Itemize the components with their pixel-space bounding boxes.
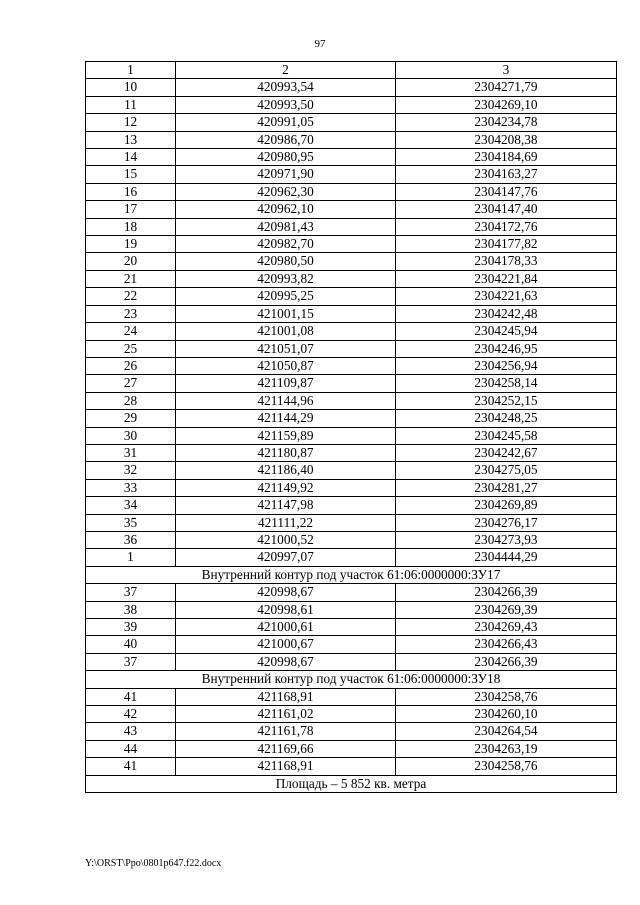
y-coordinate-cell: 2304263,19 bbox=[396, 740, 617, 757]
y-coordinate-cell: 2304269,43 bbox=[396, 619, 617, 636]
table-row bbox=[86, 270, 617, 287]
section-title-row bbox=[86, 566, 617, 583]
y-coordinate-cell: 2304172,76 bbox=[396, 218, 617, 235]
table-row bbox=[86, 340, 617, 357]
x-coordinate-cell: 420980,50 bbox=[176, 253, 396, 270]
table-header-row bbox=[86, 62, 617, 79]
x-coordinate-cell: 420980,95 bbox=[176, 149, 396, 166]
table-row bbox=[86, 619, 617, 636]
table-row bbox=[86, 305, 617, 322]
point-number-cell: 29 bbox=[86, 410, 176, 427]
y-coordinate-cell: 2304242,67 bbox=[396, 444, 617, 461]
document-file-path: Y:\ORST\Ppo\0801p647.f22.docx bbox=[85, 858, 222, 869]
point-number-cell: 34 bbox=[86, 497, 176, 514]
y-coordinate-cell: 2304269,39 bbox=[396, 601, 617, 618]
point-number-cell: 36 bbox=[86, 531, 176, 548]
x-coordinate-cell: 420995,25 bbox=[176, 288, 396, 305]
x-coordinate-cell: 420998,67 bbox=[176, 584, 396, 601]
table-row bbox=[86, 636, 617, 653]
point-number-cell: 42 bbox=[86, 706, 176, 723]
x-coordinate-cell: 421051,07 bbox=[176, 340, 396, 357]
y-coordinate-cell: 2304258,14 bbox=[396, 375, 617, 392]
x-coordinate-cell: 421144,96 bbox=[176, 392, 396, 409]
x-coordinate-cell: 421186,40 bbox=[176, 462, 396, 479]
point-number-cell: 16 bbox=[86, 183, 176, 200]
y-coordinate-cell: 2304264,54 bbox=[396, 723, 617, 740]
table-row bbox=[86, 357, 617, 374]
column-header-y: 3 bbox=[396, 62, 617, 79]
table-row bbox=[86, 96, 617, 113]
y-coordinate-cell: 2304242,48 bbox=[396, 305, 617, 322]
y-coordinate-cell: 2304245,94 bbox=[396, 323, 617, 340]
table-row bbox=[86, 114, 617, 131]
y-coordinate-cell: 2304248,25 bbox=[396, 410, 617, 427]
point-number-cell: 32 bbox=[86, 462, 176, 479]
y-coordinate-cell: 2304177,82 bbox=[396, 236, 617, 253]
y-coordinate-cell: 2304234,78 bbox=[396, 114, 617, 131]
point-number-cell: 14 bbox=[86, 149, 176, 166]
x-coordinate-cell: 420993,54 bbox=[176, 79, 396, 96]
x-coordinate-cell: 421000,52 bbox=[176, 531, 396, 548]
table-row bbox=[86, 392, 617, 409]
table-row bbox=[86, 531, 617, 548]
x-coordinate-cell: 420962,10 bbox=[176, 201, 396, 218]
y-coordinate-cell: 2304256,94 bbox=[396, 357, 617, 374]
point-number-cell: 21 bbox=[86, 270, 176, 287]
point-number-cell: 25 bbox=[86, 340, 176, 357]
x-coordinate-cell: 420997,07 bbox=[176, 549, 396, 566]
x-coordinate-cell: 420991,05 bbox=[176, 114, 396, 131]
point-number-cell: 37 bbox=[86, 584, 176, 601]
table-row bbox=[86, 462, 617, 479]
y-coordinate-cell: 2304163,27 bbox=[396, 166, 617, 183]
x-coordinate-cell: 421001,08 bbox=[176, 323, 396, 340]
x-coordinate-cell: 421147,98 bbox=[176, 497, 396, 514]
x-coordinate-cell: 421159,89 bbox=[176, 427, 396, 444]
table-row bbox=[86, 479, 617, 496]
point-number-cell: 24 bbox=[86, 323, 176, 340]
y-coordinate-cell: 2304275,05 bbox=[396, 462, 617, 479]
table-row bbox=[86, 166, 617, 183]
table-row bbox=[86, 323, 617, 340]
x-coordinate-cell: 420962,30 bbox=[176, 183, 396, 200]
y-coordinate-cell: 2304266,39 bbox=[396, 653, 617, 670]
x-coordinate-cell: 420998,61 bbox=[176, 601, 396, 618]
y-coordinate-cell: 2304208,38 bbox=[396, 131, 617, 148]
point-number-cell: 33 bbox=[86, 479, 176, 496]
x-coordinate-cell: 421050,87 bbox=[176, 357, 396, 374]
table-row bbox=[86, 236, 617, 253]
point-number-cell: 30 bbox=[86, 427, 176, 444]
point-number-cell: 22 bbox=[86, 288, 176, 305]
point-number-cell: 20 bbox=[86, 253, 176, 270]
point-number-cell: 19 bbox=[86, 236, 176, 253]
y-coordinate-cell: 2304221,84 bbox=[396, 270, 617, 287]
x-coordinate-cell: 420998,67 bbox=[176, 653, 396, 670]
table-row bbox=[86, 288, 617, 305]
table-row bbox=[86, 497, 617, 514]
point-number-cell: 17 bbox=[86, 201, 176, 218]
point-number-cell: 31 bbox=[86, 444, 176, 461]
x-coordinate-cell: 421161,02 bbox=[176, 706, 396, 723]
y-coordinate-cell: 2304258,76 bbox=[396, 688, 617, 705]
point-number-cell: 18 bbox=[86, 218, 176, 235]
table-row bbox=[86, 706, 617, 723]
x-coordinate-cell: 421168,91 bbox=[176, 758, 396, 775]
section-title-row bbox=[86, 671, 617, 688]
table-row bbox=[86, 514, 617, 531]
y-coordinate-cell: 2304281,27 bbox=[396, 479, 617, 496]
point-number-cell: 40 bbox=[86, 636, 176, 653]
point-number-cell: 39 bbox=[86, 619, 176, 636]
x-coordinate-cell: 421168,91 bbox=[176, 688, 396, 705]
table-row bbox=[86, 653, 617, 670]
point-number-cell: 26 bbox=[86, 357, 176, 374]
y-coordinate-cell: 2304269,10 bbox=[396, 96, 617, 113]
table-row bbox=[86, 149, 617, 166]
point-number-cell: 44 bbox=[86, 740, 176, 757]
x-coordinate-cell: 420993,50 bbox=[176, 96, 396, 113]
point-number-cell: 15 bbox=[86, 166, 176, 183]
table-row bbox=[86, 79, 617, 96]
table-row bbox=[86, 253, 617, 270]
column-header-x: 2 bbox=[176, 62, 396, 79]
x-coordinate-cell: 421109,87 bbox=[176, 375, 396, 392]
x-coordinate-cell: 421169,66 bbox=[176, 740, 396, 757]
table-row bbox=[86, 740, 617, 757]
table-row bbox=[86, 183, 617, 200]
section-title: Внутренний контур под участок 61:06:0000000:ЗУ17 bbox=[86, 566, 617, 583]
x-coordinate-cell: 420986,70 bbox=[176, 131, 396, 148]
x-coordinate-cell: 421149,92 bbox=[176, 479, 396, 496]
table-row bbox=[86, 601, 617, 618]
y-coordinate-cell: 2304266,39 bbox=[396, 584, 617, 601]
y-coordinate-cell: 2304276,17 bbox=[396, 514, 617, 531]
x-coordinate-cell: 420971,90 bbox=[176, 166, 396, 183]
coordinates-table bbox=[85, 61, 617, 793]
y-coordinate-cell: 2304147,76 bbox=[396, 183, 617, 200]
y-coordinate-cell: 2304273,93 bbox=[396, 531, 617, 548]
column-header-point: 1 bbox=[86, 62, 176, 79]
point-number-cell: 12 bbox=[86, 114, 176, 131]
table-row bbox=[86, 688, 617, 705]
table-row bbox=[86, 427, 617, 444]
area-row bbox=[86, 775, 617, 792]
point-number-cell: 27 bbox=[86, 375, 176, 392]
point-number-cell: 37 bbox=[86, 653, 176, 670]
y-coordinate-cell: 2304444,29 bbox=[396, 549, 617, 566]
point-number-cell: 10 bbox=[86, 79, 176, 96]
x-coordinate-cell: 421000,61 bbox=[176, 619, 396, 636]
section-title: Внутренний контур под участок 61:06:0000000:ЗУ18 bbox=[86, 671, 617, 688]
point-number-cell: 38 bbox=[86, 601, 176, 618]
point-number-cell: 35 bbox=[86, 514, 176, 531]
x-coordinate-cell: 421001,15 bbox=[176, 305, 396, 322]
point-number-cell: 1 bbox=[86, 549, 176, 566]
y-coordinate-cell: 2304245,58 bbox=[396, 427, 617, 444]
table-row bbox=[86, 410, 617, 427]
x-coordinate-cell: 421111,22 bbox=[176, 514, 396, 531]
point-number-cell: 41 bbox=[86, 688, 176, 705]
y-coordinate-cell: 2304246,95 bbox=[396, 340, 617, 357]
point-number-cell: 23 bbox=[86, 305, 176, 322]
page-number: 97 bbox=[314, 38, 326, 50]
y-coordinate-cell: 2304252,15 bbox=[396, 392, 617, 409]
y-coordinate-cell: 2304271,79 bbox=[396, 79, 617, 96]
x-coordinate-cell: 421180,87 bbox=[176, 444, 396, 461]
y-coordinate-cell: 2304269,89 bbox=[396, 497, 617, 514]
x-coordinate-cell: 421144,29 bbox=[176, 410, 396, 427]
table-row bbox=[86, 218, 617, 235]
point-number-cell: 11 bbox=[86, 96, 176, 113]
area-text: Площадь – 5 852 кв. метра bbox=[86, 775, 617, 792]
table-row bbox=[86, 549, 617, 566]
y-coordinate-cell: 2304147,40 bbox=[396, 201, 617, 218]
table-row bbox=[86, 758, 617, 775]
table-body bbox=[86, 79, 617, 775]
table-row bbox=[86, 131, 617, 148]
x-coordinate-cell: 421161,78 bbox=[176, 723, 396, 740]
y-coordinate-cell: 2304260,10 bbox=[396, 706, 617, 723]
x-coordinate-cell: 421000,67 bbox=[176, 636, 396, 653]
table-row bbox=[86, 201, 617, 218]
y-coordinate-cell: 2304221,63 bbox=[396, 288, 617, 305]
table-row bbox=[86, 444, 617, 461]
y-coordinate-cell: 2304266,43 bbox=[396, 636, 617, 653]
y-coordinate-cell: 2304258,76 bbox=[396, 758, 617, 775]
y-coordinate-cell: 2304178,33 bbox=[396, 253, 617, 270]
point-number-cell: 28 bbox=[86, 392, 176, 409]
y-coordinate-cell: 2304184,69 bbox=[396, 149, 617, 166]
x-coordinate-cell: 420981,43 bbox=[176, 218, 396, 235]
x-coordinate-cell: 420993,82 bbox=[176, 270, 396, 287]
x-coordinate-cell: 420982,70 bbox=[176, 236, 396, 253]
table-row bbox=[86, 584, 617, 601]
point-number-cell: 13 bbox=[86, 131, 176, 148]
point-number-cell: 43 bbox=[86, 723, 176, 740]
table-row bbox=[86, 375, 617, 392]
table-row bbox=[86, 723, 617, 740]
point-number-cell: 41 bbox=[86, 758, 176, 775]
